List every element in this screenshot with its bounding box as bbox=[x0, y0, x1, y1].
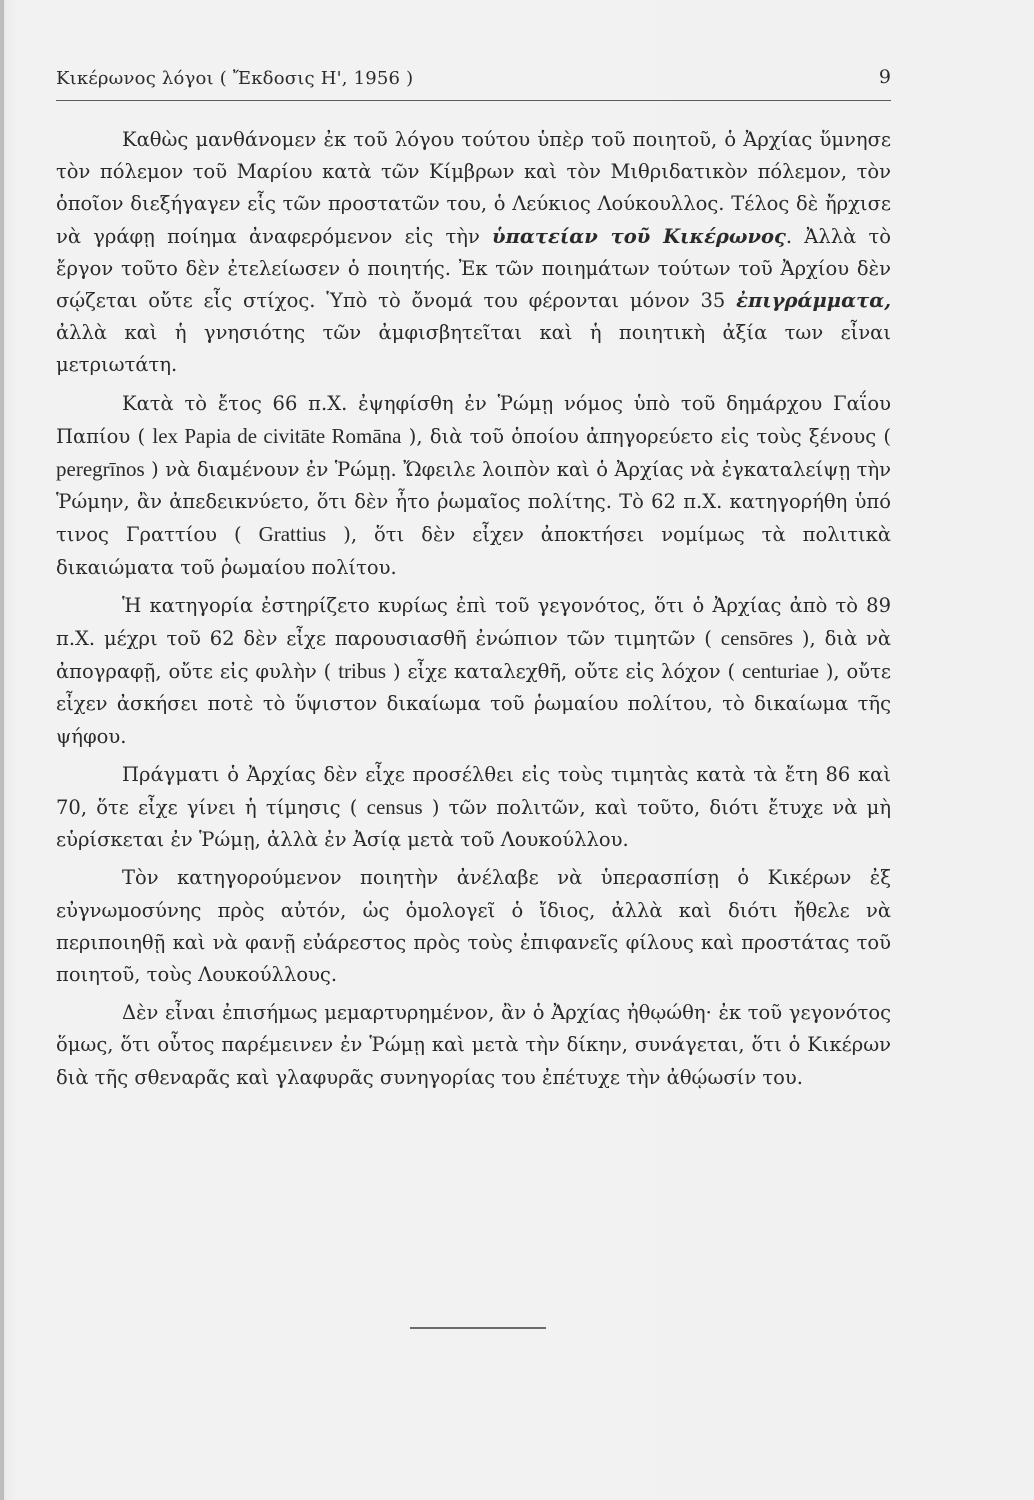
emphasis-consulate: ὑπατείαν τοῦ Κικέρωνος bbox=[492, 224, 786, 248]
latin-term: peregrīnos bbox=[56, 457, 145, 482]
latin-term: lex Papia de civitāte Romāna bbox=[152, 423, 402, 448]
latin-term: census bbox=[366, 795, 423, 820]
latin-term: Grattius bbox=[258, 522, 327, 547]
latin-term: tribus bbox=[338, 659, 387, 684]
page-header bbox=[56, 62, 891, 98]
latin-term: censōres bbox=[720, 626, 794, 651]
paragraph-3: Ἡ κατηγορία ἐστηρίζετο κυρίως ἐπὶ τοῦ γεγονότος, ὅτι ὁ Ἀρχίας ἀπὸ τὸ 89 π.Χ. μέχρι τοῦ 62 δὲν εἶχε παρουσιασθῆ ἐνώπιον τῶν τιμητῶν ( censōres ), διὰ νὰ ἀπογραφῇ, οὔτε εἰς φυλὴν ( tribus ) εἶχε καταλεχθῆ, οὔτε εἰς λόχον ( centuriae ), οὔτε εἶχεν ἀσκήσει ποτὲ τὸ ὕψιστον δικαίωμα τοῦ ῥωμαίου πολίτου, τὸ δικαίωμα τῆς ψήφου. bbox=[56, 593, 892, 748]
page-number: 9 bbox=[878, 66, 891, 88]
header-rule bbox=[56, 100, 891, 101]
paragraph-1: Καθὼς μανθάνομεν ἐκ τοῦ λόγου τούτου ὑπὲρ τοῦ ποιητοῦ, ὁ Ἀρχίας ὕμνησε τὸν πόλεμον τοῦ Μαρίου κατὰ τῶν Κίμβρων καὶ τὸν Μιθριδατικὸν πόλεμον, τὸν ὁποῖον διεξήγαγεν εἷς τῶν προστατῶν του, ὁ Λεύκιος Λούκουλλος. Τέλος δὲ ἤρχισε νὰ γράφῃ ποίημα ἀναφερόμενον εἰς τὴν ὑπατείαν τοῦ Κικέρωνος. Ἀλλὰ τὸ ἔργον τοῦτο δὲν ἐτελείωσεν ὁ ποιητής. Ἐκ τῶν ποιημάτων τούτων τοῦ Ἀρχίου δὲν σῴζεται οὔτε εἷς στίχος. Ὑπὸ τὸ ὄνομά του φέρονται μόνον 35 ἐπιγράμματα, ἀλλὰ καὶ ἡ γνησιότης τῶν ἀμφισβητεῖται καὶ ἡ ποιητικὴ ἀξία των εἶναι μετριωτάτη. bbox=[56, 128, 892, 377]
page-edge-shadow bbox=[0, 0, 4, 1500]
latin-term: centuriae bbox=[741, 659, 819, 684]
paragraph-2: Κατὰ τὸ ἔτος 66 π.Χ. ἐψηφίσθη ἐν Ῥώμῃ νόμος ὑπὸ τοῦ δημάρχου Γαΐου Παπίου ( lex Papia de civitāte Romāna ), διὰ τοῦ ὁποίου ἀπηγορεύετο εἰς τοὺς ξένους ( peregrīnos ) νὰ διαμένουν ἐν Ῥώμῃ. Ὤφειλε λοιπὸν καὶ ὁ Ἀρχίας νὰ ἐγκαταλείψῃ τὴν Ῥώμην, ἂν ἀπεδεικνύετο, ὅτι δὲν ἦτο ῥωμαῖος πολίτης. Τὸ 62 π.Χ. κατηγορήθη ὑπό τινος Γραττίου ( Grattius ), ὅτι δὲν εἶχεν ἀποκτήσει νομίμως τὰ πολιτικὰ δικαιώματα τοῦ ῥωμαίου πολίτου. bbox=[56, 391, 892, 579]
section-end-rule bbox=[410, 1327, 546, 1329]
emphasis-epigrams: ἐπιγράμματα, bbox=[736, 289, 891, 313]
paragraph-5: Τὸν κατηγορούμενον ποιητὴν ἀνέλαβε νὰ ὑπερασπίσῃ ὁ Κικέρων ἐξ εὐγνωμοσύνης πρὸς αὐτόν, ὡς ὁμολογεῖ ὁ ἴδιος, ἀλλὰ καὶ διότι ἤθελε νὰ περιποιηθῇ καὶ νὰ φανῇ εὐάρεστος πρὸς τοὺς ἐπιφανεῖς φίλους καὶ προστάτας τοῦ ποιητοῦ, τοὺς Λουκούλλους. bbox=[56, 866, 891, 987]
body-text bbox=[56, 124, 891, 1094]
running-head: Κικέρωνος λόγοι ( Ἔκδοσις Η', 1956 ) bbox=[56, 68, 414, 89]
paragraph-6: Δὲν εἶναι ἐπισήμως μεμαρτυρημένον, ἂν ὁ Ἀρχίας ἠθῳώθη· ἐκ τοῦ γεγονότος ὅμως, ὅτι οὗτος παρέμεινεν ἐν Ῥώμῃ καὶ μετὰ τὴν δίκην, συνάγεται, ὅτι ὁ Κικέρων διὰ τῆς σθεναρᾶς καὶ γλαφυρᾶς συνηγορίας του ἐπέτυχε τὴν ἀθῴωσίν του. bbox=[56, 1001, 891, 1089]
paragraph-4: Πράγματι ὁ Ἀρχίας δὲν εἶχε προσέλθει εἰς τοὺς τιμητὰς κατὰ τὰ ἔτη 86 καὶ 70, ὅτε εἶχε γίνει ἡ τίμησις ( census ) τῶν πολιτῶν, καὶ τοῦτο, διότι ἔτυχε νὰ μὴ εὑρίσκεται ἐν Ῥώμῃ, ἀλλὰ ἐν Ἀσίᾳ μετὰ τοῦ Λουκούλλου. bbox=[56, 762, 892, 852]
